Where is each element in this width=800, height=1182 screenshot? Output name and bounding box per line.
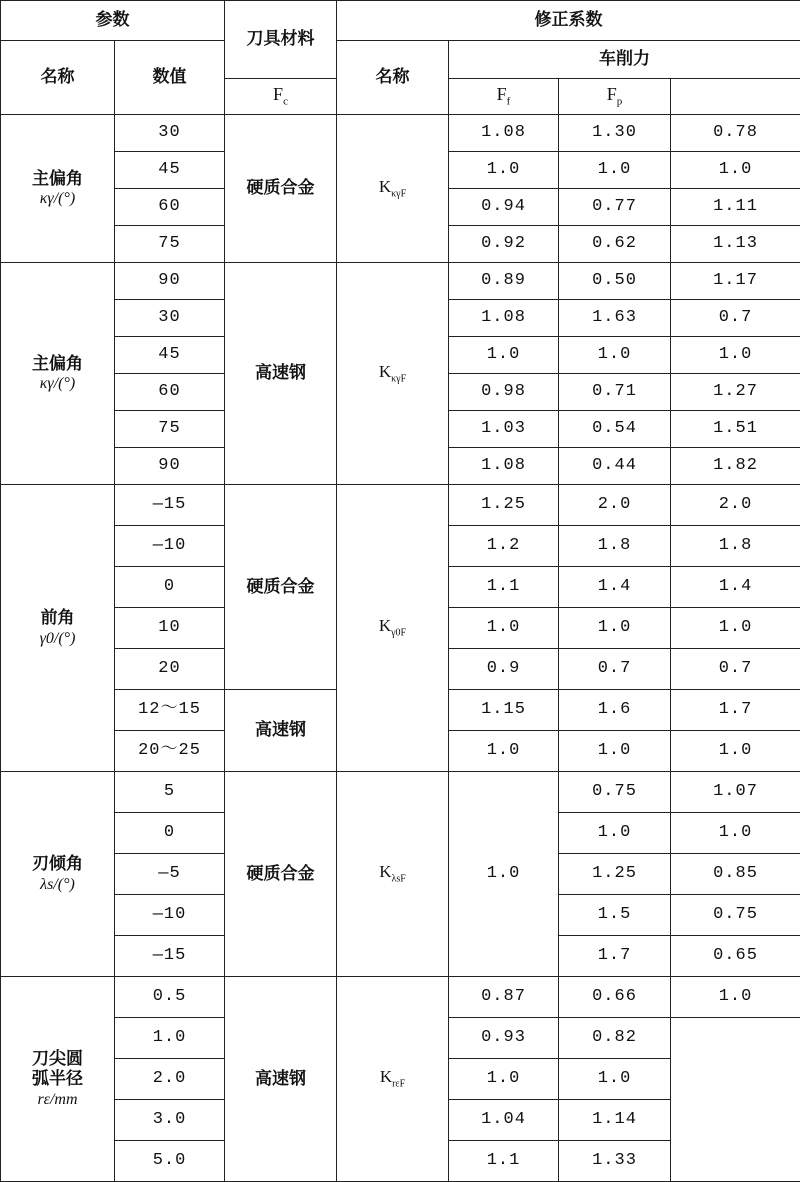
coef-name-cell: $K_{\gamma 0F}$	[337, 485, 449, 772]
fp-cell: 1.0	[671, 152, 800, 189]
fc-cell: 1.0	[449, 152, 559, 189]
fp-cell: 1.27	[671, 374, 800, 411]
value-cell: —15	[115, 485, 225, 526]
ff-cell: 0.77	[559, 189, 671, 226]
param-name-cell: 刃倾角 λs/(°)	[1, 772, 115, 977]
header-row-2	[1, 41, 800, 79]
fp-cell: 2.0	[671, 485, 800, 526]
ff-cell: 0.50	[559, 263, 671, 300]
value-cell: 30	[115, 115, 225, 152]
fp-cell: 1.0	[671, 977, 800, 1018]
fp-cell: 0.7	[671, 300, 800, 337]
fc-cell: 1.08	[449, 115, 559, 152]
value-cell: 2.0	[115, 1059, 225, 1100]
fc-cell: 1.08	[449, 300, 559, 337]
fp-cell: 1.4	[671, 567, 800, 608]
fp-cell: 0.85	[671, 854, 800, 895]
ff-cell: 0.71	[559, 374, 671, 411]
fc-cell: 0.93	[449, 1018, 559, 1059]
coef-name-cell: $K_{r\varepsilon F}$	[337, 977, 449, 1182]
ff-cell: 0.54	[559, 411, 671, 448]
fc-cell: 0.89	[449, 263, 559, 300]
param-name-cell: 主偏角 κγ/(°)	[1, 263, 115, 485]
ff-cell: 1.25	[559, 854, 671, 895]
value-cell: —10	[115, 526, 225, 567]
fc-cell: 0.9	[449, 649, 559, 690]
ff-cell: 0.7	[559, 649, 671, 690]
ff-cell: 0.44	[559, 448, 671, 485]
ff-cell: 1.0	[559, 1059, 671, 1100]
value-cell: 0.5	[115, 977, 225, 1018]
ff-cell: 1.33	[559, 1141, 671, 1182]
tool-material-cell: 硬质合金	[225, 485, 337, 690]
ff-cell: 1.0	[559, 731, 671, 772]
header-value: 数值	[115, 41, 225, 115]
fc-cell: 0.92	[449, 226, 559, 263]
fp-cell: 1.13	[671, 226, 800, 263]
ff-cell: 0.82	[559, 1018, 671, 1059]
ff-cell: 0.62	[559, 226, 671, 263]
value-cell: 75	[115, 226, 225, 263]
value-cell: 0	[115, 567, 225, 608]
fc-cell: 1.1	[449, 1141, 559, 1182]
fp-cell: 1.82	[671, 448, 800, 485]
tool-material-cell: 硬质合金	[225, 115, 337, 263]
table-row	[1, 115, 800, 152]
value-cell: 20～25	[115, 731, 225, 772]
fc-cell: 1.1	[449, 567, 559, 608]
header-row-1	[1, 1, 800, 41]
param-name-cell: 前角 γ0/(°)	[1, 485, 115, 772]
tool-material-cell: 高速钢	[225, 263, 337, 485]
ff-cell: 1.0	[559, 337, 671, 374]
value-cell: 60	[115, 374, 225, 411]
fc-cell: 0.87	[449, 977, 559, 1018]
header-coef-name: 名称	[337, 41, 449, 115]
fc-cell: 1.04	[449, 1100, 559, 1141]
ff-cell: 1.30	[559, 115, 671, 152]
ff-cell: 1.8	[559, 526, 671, 567]
table-row	[1, 263, 800, 300]
header-params: 参数	[1, 1, 225, 41]
fp-cell: 1.11	[671, 189, 800, 226]
ff-cell: 1.0	[559, 152, 671, 189]
value-cell: —15	[115, 936, 225, 977]
header-cutting-force: 车削力	[449, 41, 800, 79]
value-cell: 45	[115, 337, 225, 374]
ff-cell: 1.14	[559, 1100, 671, 1141]
fc-cell: 1.15	[449, 690, 559, 731]
fp-cell: 0.7	[671, 649, 800, 690]
value-cell: 90	[115, 448, 225, 485]
fc-cell: 1.0	[449, 772, 559, 977]
value-cell: 75	[115, 411, 225, 448]
ff-cell: 1.0	[559, 813, 671, 854]
fc-cell: 1.03	[449, 411, 559, 448]
fc-cell: 1.2	[449, 526, 559, 567]
fp-cell: 1.51	[671, 411, 800, 448]
header-ff: $F_f$	[449, 79, 559, 115]
fc-cell: 1.0	[449, 1059, 559, 1100]
fc-cell: 1.0	[449, 608, 559, 649]
tool-material-cell: 硬质合金	[225, 772, 337, 977]
value-cell: 3.0	[115, 1100, 225, 1141]
fp-cell: 1.0	[671, 608, 800, 649]
fp-cell: 0.65	[671, 936, 800, 977]
value-cell: —10	[115, 895, 225, 936]
fp-cell: 1.0	[671, 731, 800, 772]
param-name-cell: 刀尖圆 弧半径 rε/mm	[1, 977, 115, 1182]
header-fp: $F_p$	[559, 79, 671, 115]
fc-cell: 0.98	[449, 374, 559, 411]
ff-cell: 1.0	[559, 608, 671, 649]
value-cell: 30	[115, 300, 225, 337]
ff-cell: 1.6	[559, 690, 671, 731]
fp-cell: 1.8	[671, 526, 800, 567]
param-name-cell: 主偏角 κγ/(°)	[1, 115, 115, 263]
value-cell: 12～15	[115, 690, 225, 731]
value-cell: 10	[115, 608, 225, 649]
ff-cell: 0.66	[559, 977, 671, 1018]
value-cell: —5	[115, 854, 225, 895]
ff-cell: 1.7	[559, 936, 671, 977]
fp-cell: 1.0	[671, 813, 800, 854]
ff-cell: 1.5	[559, 895, 671, 936]
table-row	[1, 485, 800, 526]
fp-cell: 1.7	[671, 690, 800, 731]
coef-name-cell: $K_{\lambda sF}$	[337, 772, 449, 977]
value-cell: 60	[115, 189, 225, 226]
tool-material-cell: 高速钢	[225, 690, 337, 772]
fc-cell: 1.08	[449, 448, 559, 485]
value-cell: 5	[115, 772, 225, 813]
fc-cell: 1.0	[449, 337, 559, 374]
coef-name-cell: $K_{\kappa\gamma F}$	[337, 263, 449, 485]
value-cell: 90	[115, 263, 225, 300]
header-tool-material: 刀具材料	[225, 1, 337, 79]
fc-cell: 1.0	[449, 731, 559, 772]
fp-empty-cell	[671, 1018, 800, 1182]
header-name: 名称	[1, 41, 115, 115]
table-row	[1, 977, 800, 1018]
ff-cell: 1.4	[559, 567, 671, 608]
fp-cell: 0.75	[671, 895, 800, 936]
value-cell: 1.0	[115, 1018, 225, 1059]
value-cell: 20	[115, 649, 225, 690]
fc-cell: 1.25	[449, 485, 559, 526]
coef-name-cell: $K_{\kappa\gamma F}$	[337, 115, 449, 263]
header-correction: 修正系数	[337, 1, 800, 41]
fp-cell: 1.07	[671, 772, 800, 813]
value-cell: 45	[115, 152, 225, 189]
tool-material-cell: 高速钢	[225, 977, 337, 1182]
header-fc: $F_c$	[225, 79, 337, 115]
fp-cell: 0.78	[671, 115, 800, 152]
fp-cell: 1.17	[671, 263, 800, 300]
fc-cell: 0.94	[449, 189, 559, 226]
table-row	[1, 772, 800, 813]
value-cell: 5.0	[115, 1141, 225, 1182]
value-cell: 0	[115, 813, 225, 854]
ff-cell: 1.63	[559, 300, 671, 337]
ff-cell: 0.75	[559, 772, 671, 813]
fp-cell: 1.0	[671, 337, 800, 374]
ff-cell: 2.0	[559, 485, 671, 526]
